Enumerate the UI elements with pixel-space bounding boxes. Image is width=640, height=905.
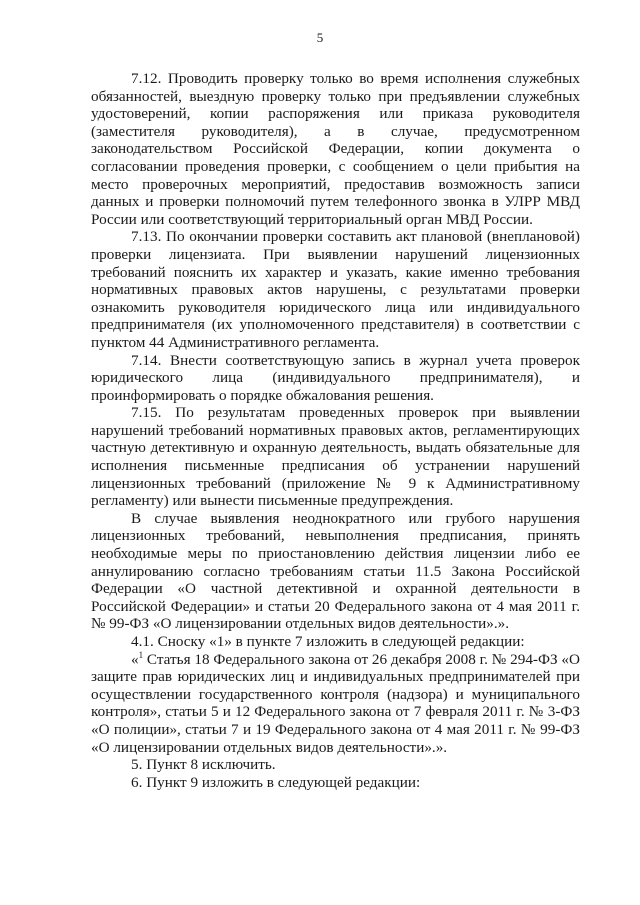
paragraph-7-14: 7.14. Внести соответствующую запись в журнал учета проверок юридического лица (индивидуального предпринимателя), и проинформировать о порядке обжалования решения. xyxy=(91,351,580,404)
paragraph-6: 6. Пункт 9 изложить в следующей редакции: xyxy=(131,773,421,791)
paragraph-repeat-violation: В случае выявления неоднократного или грубого нарушения лицензионных требований, невыполнения предписания, принять необходимые меры по приостановлению действия лицензии либо ее аннулированию согласно требованиям статьи 11.5 Закона Российской Федерации «О частной детективной и охранной деятельности в Российской Федерации» и статьи 20 Федерального закона от 4 мая 2011 г. № 99-ФЗ «О лицензировании отдельных видов деятельности».». xyxy=(91,509,580,633)
page-number: 5 xyxy=(316,30,324,45)
paragraph-4-1: 4.1. Сноску «1» в пункте 7 изложить в следующей редакции: xyxy=(131,633,525,650)
footnote-open-quote: « xyxy=(131,650,139,668)
paragraph-7-15: 7.15. По результатам проведенных проверок при выявлении нарушений требований нормативных правовых актов, регламентирующих частную детективную и охранную деятельность, выдать обязательные для исполнения письменные предписания об устранении нарушений лицензионных требований (приложение № 9 к Административному регламенту) или вынести письменные предупреждения. xyxy=(91,404,580,510)
footnote-body: Статья 18 Федерального закона от 26 декабря 2008 г. № 294-ФЗ «О защите прав юридических лиц и индивидуальных предпринимателей при осуществлении государственного контроля (надзора) и муниципального контроля», статьи 5 и 12 Федерального закона от 7 февраля 2011 г. № 3-ФЗ «О полиции», статьи 7 и 19 Федерального закона от 4 мая 2011 г. № 99-ФЗ «О лицензировании отдельных видов деятельности».». xyxy=(91,650,580,756)
paragraph-5: 5. Пункт 8 исключить. xyxy=(131,756,276,774)
paragraph-7-12: 7.12. Проводить проверку только во время исполнения служебных обязанностей, выездную проверку только при предъявлении служебных удостоверений, копии распоряжения или приказа руководителя (заместителя руководителя), а в случае, предусмотренном законодательством Российской Федерации, копии документа о согласовании проведения проверки, с сообщением о цели прибытия на место проверочных мероприятий, предоставив возможность записи данных и проверки полномочий путем телефонного звонка в УЛРР МВД России или соответствующий территориальный орган МВД России. xyxy=(91,70,580,228)
paragraph-7-13: 7.13. По окончании проверки составить акт плановой (внеплановой) проверки лицензиата. При выявлении нарушений лицензионных требований пояснить их характер и указать, какие именно требования нормативных правовых актов нарушены, с результатами проверки ознакомить руководителя юридического лица или индивидуального предпринимателя (их уполномоченного представителя) в соответствии с пунктом 44 Административного регламента. xyxy=(91,228,580,351)
footnote-mark: 1 xyxy=(138,649,144,660)
paragraph-footnote-text xyxy=(91,651,580,757)
document-body xyxy=(91,70,580,791)
